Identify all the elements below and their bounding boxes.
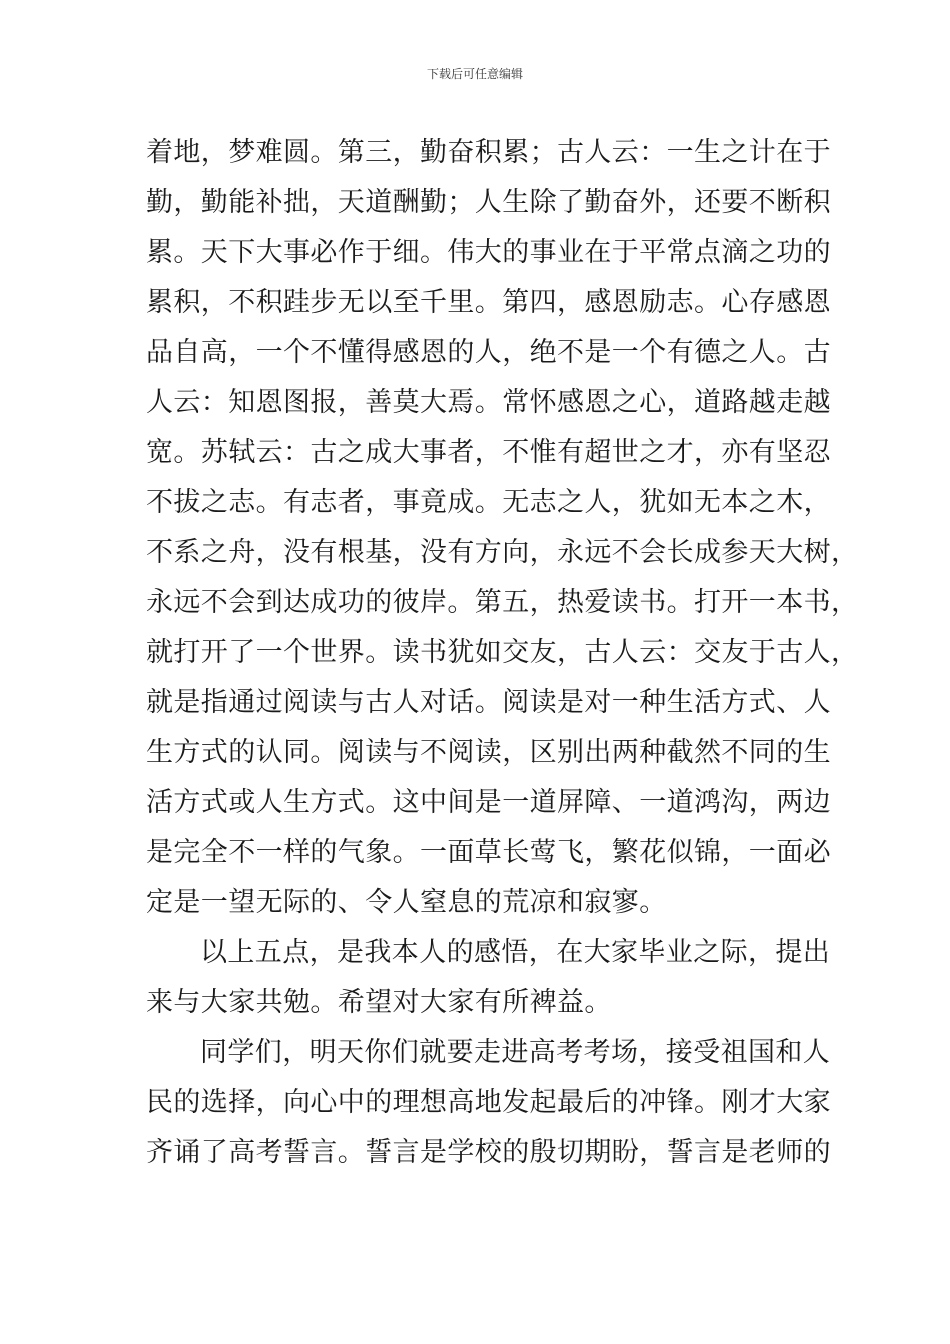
text-line: 永远不会到达成功的彼岸。第五，热爱读书。打开一本书，: [146, 587, 859, 618]
page-header: 下载后可任意编辑: [426, 67, 523, 81]
text-line: 就是指通过阅读与古人对话。阅读是对一种生活方式、人: [146, 687, 831, 718]
text-line: 品自高，一个不懂得感恩的人，绝不是一个有德之人。古: [146, 337, 831, 368]
text-line: 是完全不一样的气象。一面草长莺飞，繁花似锦，一面必: [146, 837, 831, 868]
paragraph-3: [146, 1028, 831, 1178]
paragraph-2: [146, 928, 831, 1028]
text-line: 累。天下大事必作于细。伟大的事业在于平常点滴之功的: [146, 237, 831, 268]
text-line: 活方式或人生方式。这中间是一道屏障、一道鸿沟，两边: [146, 787, 831, 818]
text-line: 来与大家共勉。希望对大家有所裨益。: [146, 987, 612, 1018]
text-line: 着地，梦难圆。第三，勤奋积累；古人云：一生之计在于: [146, 137, 831, 168]
text-line: 不拔之志。有志者，事竟成。无志之人，犹如无本之木，: [146, 487, 831, 518]
text-line: 民的选择，向心中的理想高地发起最后的冲锋。刚才大家: [146, 1087, 831, 1118]
text-line: 人云：知恩图报，善莫大焉。常怀感恩之心，道路越走越: [146, 387, 831, 418]
text-line: 齐诵了高考誓言。誓言是学校的殷切期盼，誓言是老师的: [146, 1137, 831, 1168]
paragraph-1: [146, 128, 859, 928]
text-line: 生方式的认同。阅读与不阅读，区别出两种截然不同的生: [146, 737, 831, 768]
text-line: 就打开了一个世界。读书犹如交友，古人云：交友于古人，: [146, 637, 859, 668]
document-body: [146, 128, 859, 1178]
text-line: 勤，勤能补拙，天道酬勤；人生除了勤奋外，还要不断积: [146, 187, 831, 218]
text-line: 宽。苏轼云：古之成大事者，不惟有超世之才，亦有坚忍: [146, 437, 831, 468]
text-line: 同学们，明天你们就要走进高考考场，接受祖国和人: [200, 1037, 831, 1068]
text-line: 定是一望无际的、令人窒息的荒凉和寂寥。: [146, 887, 667, 918]
text-line: 不系之舟，没有根基，没有方向，永远不会长成参天大树，: [146, 537, 859, 568]
text-line: 以上五点，是我本人的感悟，在大家毕业之际，提出: [200, 937, 831, 968]
text-line: 累积，不积跬步无以至千里。第四，感恩励志。心存感恩: [146, 287, 831, 318]
